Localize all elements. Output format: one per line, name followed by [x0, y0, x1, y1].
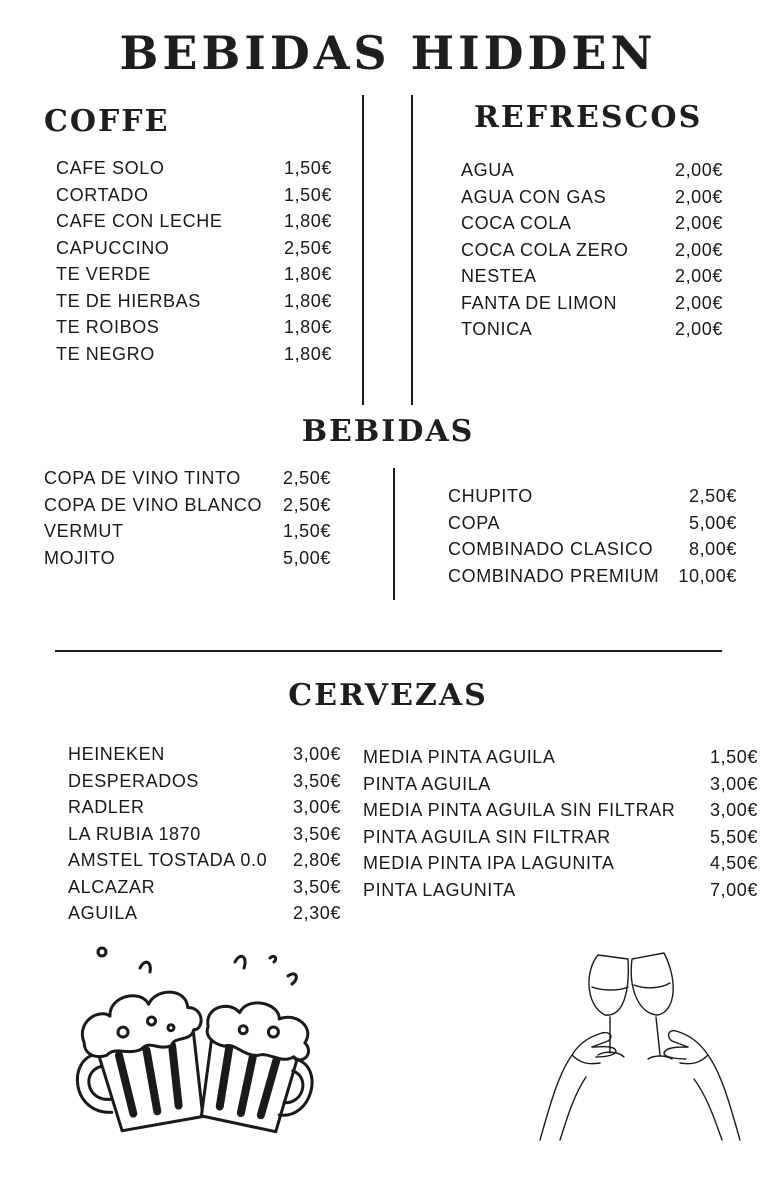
menu-item: [56, 314, 332, 341]
menu-item-name: AGUA CON GAS: [461, 186, 607, 207]
menu-item: [363, 824, 758, 851]
menu-item: [56, 182, 332, 209]
menu-item-name: TE VERDE: [56, 264, 151, 284]
menu-item: [44, 518, 331, 545]
menu-item-name: MEDIA PINTA AGUILA SIN FILTRAR: [363, 800, 676, 820]
menu-item-name: COPA DE VINO BLANCO: [44, 494, 263, 515]
menu-item-price: 2,00€: [674, 319, 723, 339]
menu-item-name: VERMUT: [44, 521, 124, 541]
menu-item-price: 2,30€: [292, 903, 341, 923]
section-title-bebidas: BEBIDAS: [301, 414, 475, 449]
menu-item: [68, 900, 341, 927]
menu-item-price: 2,00€: [674, 239, 723, 260]
menu-item: [363, 797, 758, 824]
menu-item-name: RADLER: [68, 797, 145, 817]
menu-item-price: 1,80€: [283, 211, 332, 231]
menu-item: [363, 850, 758, 877]
menu-item-name: TE DE HIERBAS: [56, 290, 201, 311]
coffee-list: [56, 155, 332, 367]
menu-item-price: 2,00€: [674, 213, 723, 233]
menu-item-price: 3,00€: [292, 744, 341, 764]
menu-item-price: 2,00€: [674, 160, 723, 180]
menu-item: [461, 184, 723, 211]
menu-item-name: COCA COLA: [461, 213, 572, 233]
menu-item-price: 3,50€: [292, 770, 341, 791]
menu-item-price: 3,50€: [292, 823, 341, 844]
menu-item-name: TE NEGRO: [56, 343, 155, 364]
menu-item: [461, 316, 723, 343]
menu-item: [56, 341, 332, 368]
menu-item: [68, 821, 341, 848]
menu-item: [448, 483, 737, 510]
menu-item: [448, 510, 737, 537]
menu-item-name: COPA: [448, 512, 501, 533]
menu-item: [461, 290, 723, 317]
menu-item: [68, 847, 341, 874]
menu-item: [56, 208, 332, 235]
menu-item: [44, 545, 331, 572]
menu-item-name: CAFE SOLO: [56, 158, 165, 178]
menu-item-price: 1,80€: [283, 343, 332, 364]
menu-item-name: COPA DE VINO TINTO: [44, 468, 241, 488]
menu-item-name: LA RUBIA 1870: [68, 823, 201, 844]
menu-item: [363, 877, 758, 904]
menu-item-price: 2,50€: [282, 468, 331, 488]
menu-item-price: 1,80€: [283, 264, 332, 284]
menu-item-name: COCA COLA ZERO: [461, 239, 629, 260]
menu-item-price: 1,50€: [283, 158, 332, 178]
beer-mugs-cheers-icon: [60, 940, 320, 1140]
menu-item-price: 1,50€: [709, 747, 758, 767]
menu-item: [68, 794, 341, 821]
menu-item: [461, 210, 723, 237]
menu-item: [68, 741, 341, 768]
menu-item-price: 1,50€: [282, 521, 331, 541]
menu-item-price: 3,00€: [292, 797, 341, 817]
menu-item-price: 1,50€: [283, 184, 332, 205]
menu-item-price: 3,00€: [709, 800, 758, 820]
menu-item-name: AGUILA: [68, 903, 138, 923]
menu-item-name: TE ROIBOS: [56, 317, 160, 337]
menu-item-price: 2,00€: [674, 266, 723, 286]
menu-item-name: COMBINADO CLASICO: [448, 539, 654, 559]
menu-item: [363, 744, 758, 771]
menu-item-price: 2,80€: [292, 850, 341, 870]
bebidas-right-list: [448, 483, 737, 589]
menu-item-name: FANTA DE LIMON: [461, 292, 618, 313]
menu-item-price: 2,50€: [688, 486, 737, 506]
menu-item-name: PINTA AGUILA: [363, 773, 491, 794]
menu-item-name: AMSTEL TOSTADA 0.0: [68, 850, 268, 870]
menu-item-name: DESPERADOS: [68, 770, 200, 791]
divider-vertical-left: [362, 95, 364, 405]
menu-item: [56, 155, 332, 182]
menu-item-name: PINTA LAGUNITA: [363, 879, 516, 900]
menu-item-name: CORTADO: [56, 184, 149, 205]
menu-item-name: AGUA: [461, 160, 515, 180]
menu-item: [461, 157, 723, 184]
menu-item-name: MOJITO: [44, 547, 116, 568]
menu-item-name: MEDIA PINTA IPA LAGUNITA: [363, 853, 615, 873]
menu-item-name: NESTEA: [461, 266, 537, 286]
menu-item-price: 7,00€: [709, 879, 758, 900]
menu-item-name: CAFE CON LECHE: [56, 211, 223, 231]
menu-item-name: TONICA: [461, 319, 533, 339]
cervezas-right-list: [363, 744, 758, 903]
menu-item-price: 5,00€: [688, 512, 737, 533]
menu-item-price: 4,50€: [709, 853, 758, 873]
menu-item: [56, 235, 332, 262]
menu-item-price: 5,00€: [282, 547, 331, 568]
menu-item-price: 1,80€: [283, 317, 332, 337]
menu-item-price: 1,80€: [283, 290, 332, 311]
divider-horizontal: [55, 650, 722, 652]
menu-item-name: CHUPITO: [448, 486, 533, 506]
menu-item: [363, 771, 758, 798]
section-title-refrescos: REFRESCOS: [474, 100, 703, 135]
menu-item-name: ALCAZAR: [68, 876, 156, 897]
cervezas-left-list: [68, 741, 341, 927]
menu-item-price: 5,50€: [709, 826, 758, 847]
menu-item: [44, 465, 331, 492]
menu-item-name: CAPUCCINO: [56, 237, 170, 258]
menu-item-name: HEINEKEN: [68, 744, 165, 764]
menu-item-name: MEDIA PINTA AGUILA: [363, 747, 556, 767]
menu-item: [461, 263, 723, 290]
menu-item-price: 8,00€: [688, 539, 737, 559]
menu-item: [56, 288, 332, 315]
section-title-coffee: COFFE: [44, 104, 170, 139]
menu-item: [44, 492, 331, 519]
menu-title: BEBIDAS HIDDEN: [119, 26, 657, 80]
menu-item: [56, 261, 332, 288]
wine-glasses-toast-icon: [530, 945, 750, 1145]
menu-item-name: PINTA AGUILA SIN FILTRAR: [363, 826, 611, 847]
menu-item: [461, 237, 723, 264]
section-title-cervezas: CERVEZAS: [288, 678, 488, 713]
divider-vertical-right: [411, 95, 413, 405]
menu-item-price: 3,00€: [709, 773, 758, 794]
menu-item: [448, 563, 737, 590]
refrescos-list: [461, 157, 723, 343]
divider-bebidas: [393, 468, 395, 600]
menu-item-price: 2,00€: [674, 292, 723, 313]
menu-item-price: 3,50€: [292, 876, 341, 897]
menu-item-price: 10,00€: [678, 565, 737, 586]
menu-item-name: COMBINADO PREMIUM: [448, 565, 660, 586]
menu-item-price: 2,50€: [283, 237, 332, 258]
menu-item-price: 2,50€: [282, 494, 331, 515]
menu-item: [68, 768, 341, 795]
menu-item-price: 2,00€: [674, 186, 723, 207]
menu-item: [68, 874, 341, 901]
bebidas-left-list: [44, 465, 331, 571]
menu-item: [448, 536, 737, 563]
